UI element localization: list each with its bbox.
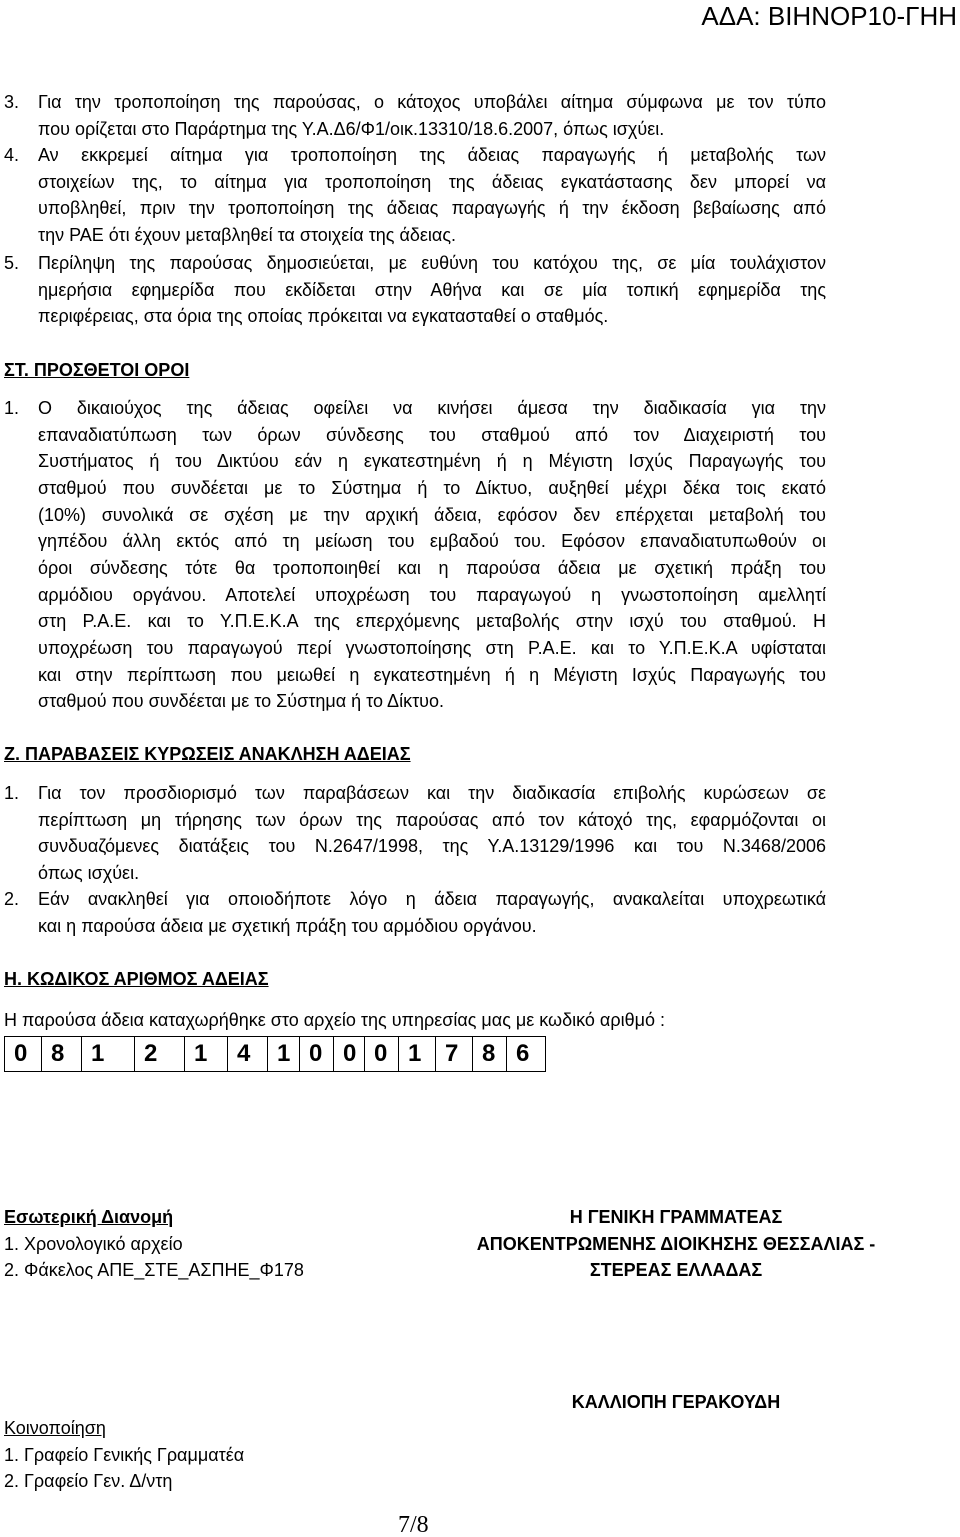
- text-line: Για τον προσδιορισμό των παραβάσεων και την διαδικασία επιβολής κυρώσεων σε: [38, 783, 826, 803]
- item-text: [38, 89, 826, 142]
- text-line: Συστήματος ή του Δικτύου εάν η εγκατεστημένη ή η Μέγιστη Ισχύς Παραγωγής του: [38, 451, 826, 472]
- item-text: [38, 142, 826, 249]
- code-digit: 0: [333, 1037, 364, 1071]
- list-item: [4, 395, 826, 715]
- code-digit: 4: [227, 1037, 267, 1071]
- section-heading-violations: Ζ. ΠΑΡΑΒΑΣΕΙΣ ΚΥΡΩΣΕΙΣ ΑΝΑΚΛΗΣΗ ΑΔΕΙΑΣ: [4, 744, 411, 764]
- text-line: όπως ισχύει.: [38, 862, 140, 883]
- item-number: 1.: [4, 398, 20, 418]
- text-line: που ορίζεται στο Παράρτημα της Υ.Α.Δ6/Φ1/οικ.13310/18.6.2007, όπως ισχύει.: [38, 118, 665, 139]
- list-item: [4, 89, 826, 142]
- text-line: Για την τροποποίηση της παρούσας, ο κάτοχος υποβάλει αίτημα σύμφωνα με τον τύπο: [38, 92, 826, 112]
- signatory-name: ΚΑΛΛΙΟΠΗ ΓΕΡΑΚΟΥΔΗ: [571, 1392, 781, 1412]
- text-line: Εάν ανακληθεί για οποιοδήποτε λόγο η άδεια παραγωγής, ανακαλείται υποχρεωτικά: [38, 889, 826, 909]
- notification-item: 1. Γραφείο Γενικής Γραμματέα: [4, 1444, 245, 1465]
- item-number: 2.: [4, 889, 20, 909]
- text-line: στη Ρ.Α.Ε. και το Υ.Π.Ε.Κ.Α της επερχόμενης μεταβολής στην ισχύ του σταθμού. Η: [38, 611, 826, 632]
- internal-distribution-heading: Εσωτερική Διανομή: [4, 1207, 174, 1227]
- code-digit: 6: [506, 1037, 545, 1071]
- text-line: αρμόδιου οργάνου. Αποτελεί υποχρέωση του παραγωγού η γνωστοποίηση αμελλητί: [38, 584, 826, 605]
- text-line: γηπέδου άλλη εκτός από τη μείωση του εμβαδού του. Εφόσον επαναδιατυπωθούν οι: [38, 531, 826, 552]
- item-number: 5.: [4, 253, 20, 273]
- text-line: Αν εκκρεμεί αίτημα για τροποποίηση της άδειας παραγωγής ή μεταβολής των: [38, 145, 826, 165]
- license-code-box: [4, 1036, 546, 1072]
- internal-distribution: [4, 1204, 304, 1284]
- item-number: 1.: [4, 783, 20, 803]
- text-line: (10%) συνολικά σε σχέση με την αρχική άδεια, εφόσον δεν επέρχεται μεταβολή του: [38, 504, 826, 525]
- text-line: περιφέρειας, στα όρια της οποίας πρόκειται να εγκατασταθεί ο σταθμός.: [38, 306, 609, 327]
- item-text: [38, 395, 826, 715]
- ada-code: ΑΔΑ: ΒΙΗΝΟΡ10-ΓΗΗ: [701, 1, 957, 31]
- text-line: επαναδιατύπωση των όρων σύνδεσης του σταθμού από τον Διαχειριστή του: [38, 424, 826, 445]
- section-heading-additional-terms: ΣΤ. ΠΡΟΣΘΕΤΟΙ ΟΡΟΙ: [4, 360, 190, 380]
- text-line: την ΡΑΕ ότι έχουν μεταβληθεί τα στοιχεία της άδειας.: [38, 224, 457, 245]
- item-number: 4.: [4, 145, 20, 165]
- code-digit: 1: [398, 1037, 435, 1071]
- notification-item: 2. Γραφείο Γεν. Δ/ντη: [4, 1471, 173, 1492]
- code-digit: 0: [299, 1037, 333, 1071]
- page-number: 7/8: [398, 1512, 429, 1537]
- code-digit: 7: [435, 1037, 472, 1071]
- text-line: σταθμού που συνδέεται με το Σύστημα ή το Δίκτυο, αυξηθεί μέχρι δέκα τοις εκατό: [38, 477, 826, 498]
- text-line: ημερήσια εφημερίδα που εκδίδεται στην Αθήνα και σε μία τοπική εφημερίδα της: [38, 279, 826, 300]
- code-digit: 2: [134, 1037, 184, 1071]
- text-line: Ο δικαιούχος της άδειας οφείλει να κινήσει άμεσα την διαδικασία για την: [38, 398, 826, 418]
- signatory-title-line: ΑΠΟΚΕΝΤΡΩΜΕΝΗΣ ΔΙΟΙΚΗΣΗΣ ΘΕΣΣΑΛΙΑΣ -: [476, 1233, 876, 1254]
- text-line: και η παρούσα άδεια με σχετική πράξη του αρμόδιου οργάνου.: [38, 915, 537, 936]
- license-code-text: Η παρούσα άδεια καταχωρήθηκε στο αρχείο της υπηρεσίας μας με κωδικό αριθμό :: [4, 1010, 665, 1030]
- code-digit: 8: [472, 1037, 506, 1071]
- text-line: περίπτωση μη τήρησης των όρων της παρούσας από τον κάτοχό της, εφαρμόζονται οι: [38, 809, 826, 830]
- list-item: [4, 780, 826, 887]
- text-line: σταθμού που συνδέεται με το Σύστημα ή το Δίκτυο.: [38, 691, 445, 712]
- text-line: όροι σύνδεσης τότε θα τροποποιηθεί και η παρούσα άδεια με σχετική πράξη του: [38, 557, 826, 578]
- distribution-item: 1. Χρονολογικό αρχείο: [4, 1233, 183, 1254]
- signatory-title-line: ΣΤΕΡΕΑΣ ΕΛΛΑΔΑΣ: [589, 1260, 763, 1280]
- code-digit: 1: [184, 1037, 227, 1071]
- signatory-title: [456, 1204, 896, 1284]
- text-line: στοιχείων της, το αίτημα για τροποποίηση της άδειας εγκατάστασης δεν μπορεί να: [38, 171, 826, 192]
- item-text: [38, 250, 826, 330]
- item-number: 3.: [4, 92, 20, 112]
- list-item: [4, 250, 826, 330]
- text-line: Περίληψη της παρούσας δημοσιεύεται, με ευθύνη του κατόχου της, σε μία τουλάχιστον: [38, 253, 826, 273]
- code-digit: 1: [267, 1037, 299, 1071]
- code-digit: 0: [364, 1037, 398, 1071]
- item-text: [38, 780, 826, 887]
- text-line: υποχρέωση του παραγωγού περί γνωστοποίησης στη Ρ.Α.Ε. και το Υ.Π.Ε.Κ.Α υφίσταται: [38, 637, 826, 658]
- notification: [4, 1415, 244, 1495]
- code-digit: 1: [81, 1037, 134, 1071]
- text-line: υποβληθεί, πριν την τροποποίηση της άδειας παραγωγής ή την έκδοση βεβαίωσης από: [38, 198, 826, 219]
- code-digit: 0: [14, 1040, 28, 1067]
- text-line: και στην περίπτωση που μειωθεί η εγκατεστημένη ή η Μέγιστη Ισχύς Παραγωγής του: [38, 664, 826, 685]
- list-item: [4, 886, 826, 939]
- list-item: [4, 142, 826, 249]
- distribution-item: 2. Φάκελος ΑΠΕ_ΣΤΕ_ΑΣΠΗΕ_Φ178: [4, 1260, 304, 1280]
- code-digit: 8: [41, 1037, 81, 1071]
- notification-heading: Κοινοποίηση: [4, 1418, 106, 1438]
- signatory-title-line: Η ΓΕΝΙΚΗ ΓΡΑΜΜΑΤΕΑΣ: [569, 1207, 783, 1227]
- item-text: [38, 886, 826, 939]
- section-heading-license-code: Η. ΚΩΔΙΚΟΣ ΑΡΙΘΜΟΣ ΑΔΕΙΑΣ: [4, 969, 269, 989]
- text-line: συνδυαζόμενες διατάξεις του Ν.2647/1998, της Υ.Α.13129/1996 και του Ν.3468/2006: [38, 836, 826, 857]
